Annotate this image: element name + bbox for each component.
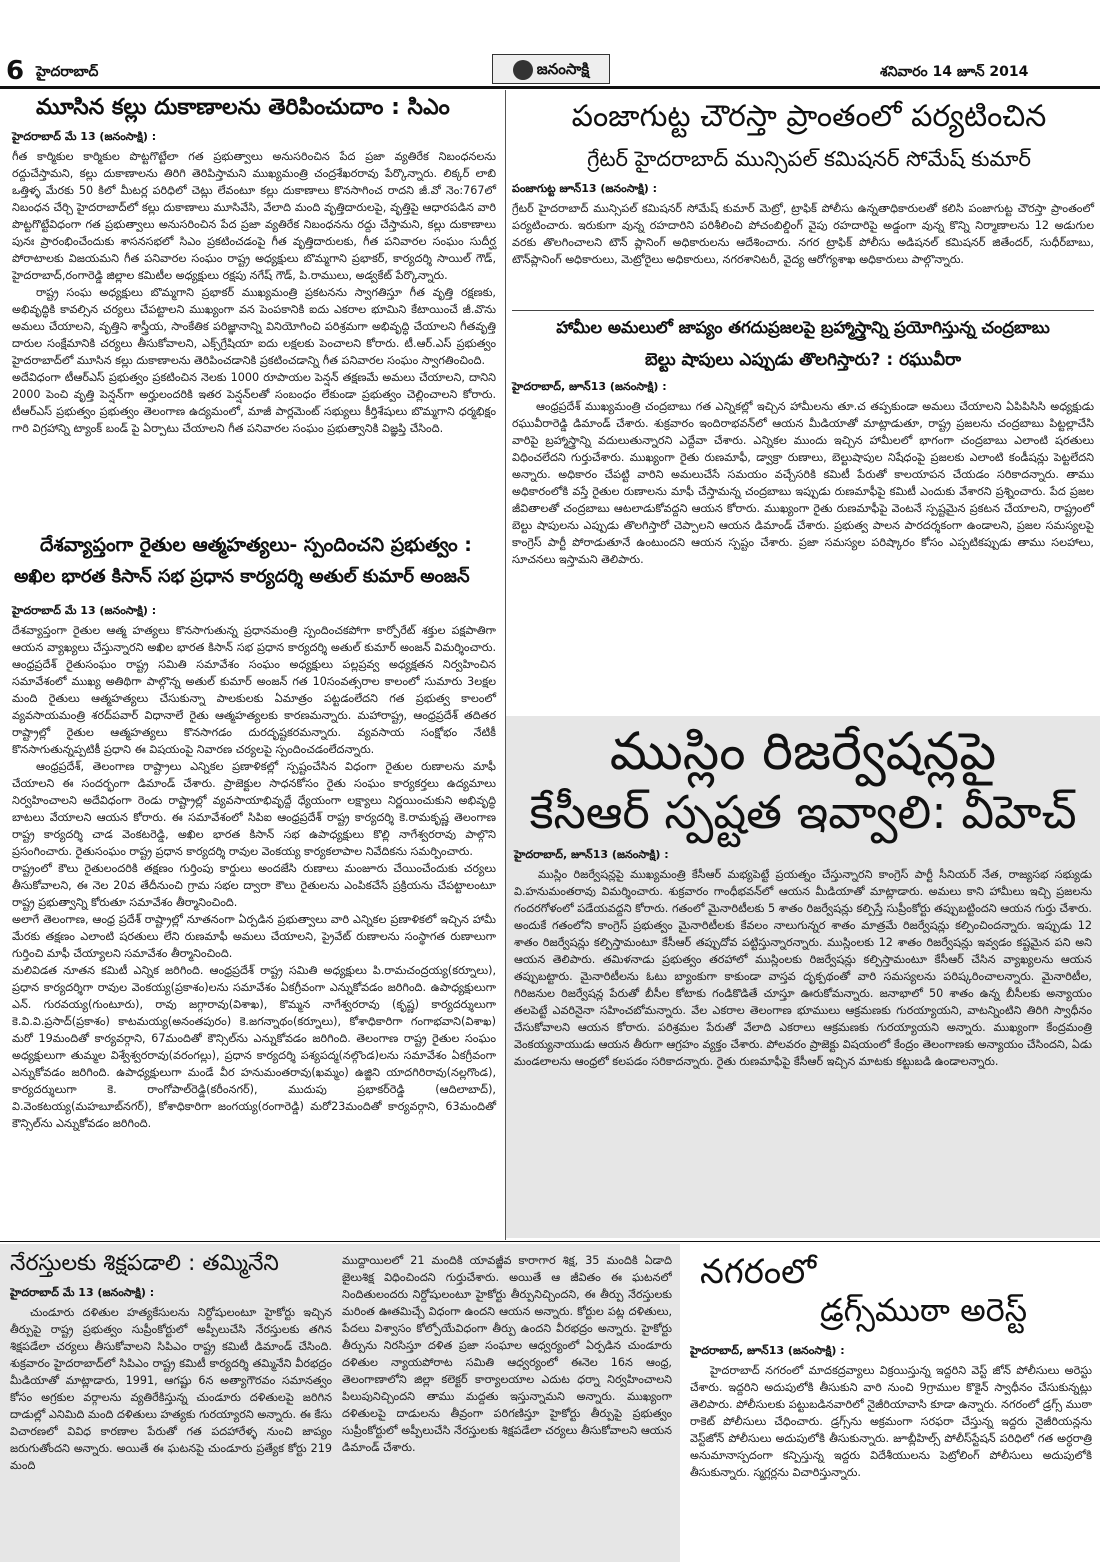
headline-punjagutta-1: పంజాగుట్ట చౌరస్తా ప్రాంతంలో పర్యటించిన [571, 99, 1047, 134]
article-separator [512, 310, 1094, 311]
page-number: 6 [6, 56, 25, 86]
headline-drugs-1: నగరంలో [700, 1252, 817, 1292]
dateline: హైదరాబాద్ మే 13 (జనంసాక్షి) : [12, 130, 157, 143]
headline-muslim-2: కేసీఆర్ స్పష్టత ఇవ్వాలి: వీహెచ్ [529, 785, 1077, 839]
article-body: ముస్లిం రిజర్వేషన్లపై ముఖ్యమంత్రి కేసీఆర్ మభ్యపెట్టే ప్రయత్నం చేస్తున్నారని కాంగ్రెస్ పార్టీ సీనియర్ నేత, రాజ్యసభ సభ్యుడు వి.హనుమంతరావు విమర్శించారు. శుక్రవారం గాంధీభవన్‌లో ఆయన మీడియాతో మాట్లాడారు. అమలు కాని హామీలు ఇచ్చి ప్రజలను గందరగోళంలో పడేయవద్దని కోరారు. గతంలో మైనారిటీలకు 5 శాతం రిజర్వేషన్లు కల్పిస్తే సుప్రీంకోర్టు తప్పుబట్టిందని ఆయన గుర్తు చేశారు. అందుకే గతంలోని కాంగ్రెస్ ప్రభుత్వం మైనారిటీలకు కేవలం నాలుగున్నర శాతం మాత్రమే రిజర్వేషన్లు కల్పించిందన్నారు. ఇప్పుడు 12 శాతం రిజర్వేషన్లు కల్పిస్తామంటూ కేసీఆర్ తప్పుదోవ పట్టిస్తున్నారన్నారు. ముస్లింలకు 12 శాతం రిజర్వేషన్లు ఇవ్వడం కష్టమైన పని అని ఆయన తెలిపారు. తమిళనాడు ప్రభుత్వం తరహాలో ముస్లింలకు రిజర్వేషన్లు కల్పిస్తామంటూ కేసీఆర్ చేసిన వ్యాఖ్యలను ఆయన తప్పుబట్టారు. మైనారిటీలను ఓటు బ్యాంకుగా కాకుండా వాస్తవ దృక్పథంతో వారి సమస్యలను పరిష్కరించాలన్నారు. మైనారిటీల, గిరిజనుల రిజర్వేషన్ల పేరుతో బీసీల కోటాకు గండికొడితే చూస్తూ ఊరుకోమన్నారు. జనాభాలో 50 శాతం ఉన్న బీసీలకు అన్యాయం తలపెట్టే ఎవరినైనా సహించబోమన్నారు. వేల ఎకరాల తెలంగాణ భూములు ఆక్రమణకు గురయ్యాయని, వాటన్నింటిని తిరిగి స్వాధీనం చేసుకోవాలని ఆయన కోరారు. పరిశ్రమల పేరుతో వేలాది ఎకరాలు ఆక్రమణకు గురయ్యాయని అన్నారు. ముఖ్యంగా కేంద్రమంత్రి వెంకయ్యనాయుడు ఆయన తీరుగా ఆగ్రహం వ్యక్తం చేశారు. పోలవరం ప్రాజెక్టు విషయంలో కేంద్రం తెలంగాణకు అన్యాయం చేసిందని, ఏడు మండలాలను ఆంధ్రలో కలపడం సరికాదన్నారు. రైతు రుణమాఫీపై కేసీఆర్ ఇచ్చిన మాటకు కట్టుబడి ఉండాలన్నారు. [514, 868, 1092, 1069]
article-body: ఆంధ్రప్రదేశ్ ముఖ్యమంత్రి చంద్రబాబు గత ఎన్నికల్లో ఇచ్చిన హామీలను తూ.చ తప్పకుండా అమలు చేయాలని ఏపిపిసిసి అధ్యక్షుడు రఘువీరారెడ్డి డిమాండ్ చేశారు. శుక్రవారం ఇందిరాభవన్‌లో ఆయన మీడియాతో మాట్లాడుతూ, రాష్ట్ర ప్రజలను చంద్రబాబు పిట్టల్లాచేసి వారిపై బ్రహ్మాస్త్రాన్ని వదులుతున్నారని ఎద్దేవా చేశారు. ఎన్నికల ముందు ఇచ్చిన హామీలలో భాగంగా చంద్రబాబు ఎలాంటి షరతులు విధించలేదని గుర్తుచేశారు. ముఖ్యంగా రైతు రుణమాఫీ, డ్వాక్రా రుణాలు, బెల్టుషాపుల నిషేధంపై ప్రజలకు ఎలాంటి కండీషన్లు పెట్టలేదని అన్నారు. అధికారం చేపట్టి వారిని అమలుచేసే సమయం వచ్చేసరికి కమిటీ పేరుతో కాలయాపన చేయడం సరికాదన్నారు. తాము అధికారంలోకి వస్తే రైతుల రుణాలను మాఫీ చేస్తామన్న చంద్రబాబు ఇప్పుడు రుణమాఫీపై కమిటీ ఎందుకు వేశారని ప్రశ్నించారు. పేద ప్రజల జీవితాలతో చంద్రబాబు ఆటలాడుకోవద్దని ఆయన కోరారు. ముఖ్యంగా రైతు రుణమాఫీపై వెంటనే స్పష్టమైన ప్రకటన చేయాలని, రాష్ట్రంలో బెల్టు షాపులను ఎప్పుడు తొలగిస్తారో చెప్పాలని ఆయన డిమాండ్ చేశారు. ప్రభుత్వ పాలన పారదర్శకంగా ఉండాలని, ప్రజల సమస్యలపై కాంగ్రెస్ పార్టీ పోరాడుతూనే ఉంటుందని ఆయన స్పష్టం చేశారు. ప్రజా సమస్యల పరిష్కారం కోసం ఎప్పటికప్పుడు తాము సలహాలు, సూచనలు ఇస్తామని తెలిపారు. [512, 400, 1094, 567]
dateline: హైదరాబాద్, జూన్13 (జనంసాక్షి) : [690, 1344, 845, 1357]
section-rule [0, 1241, 1100, 1242]
article-drugs [690, 1344, 1092, 1556]
newspaper-logo [492, 54, 610, 84]
article-chandrababu [512, 380, 1094, 568]
logo-emblem-icon [513, 60, 533, 80]
dateline: పంజాగుట్ట జూన్13 (జనంసాక్షి) : [512, 182, 658, 195]
article-body: రాష్ట్ర సంఘ అధ్యక్షులు బొమ్మగాని ప్రభాకర్ ముఖ్యమంత్రి ప్రకటనను స్వాగతిస్తూ గీత వృత్తి రక్షణకు, అభివృద్ధికి కావల్సిన చర్యలు చేపట్టాలని ముఖ్యంగా వన పెంపకానికి ఐదు ఎకరాల భూమిని కేటాయించే జీ.వొను అమలు చేయాలని, వృత్తిని శాస్త్రీయ, సాంకేతిక పరిజ్ఞానాన్ని వినియోగించి పరిశ్రమగా అభివృద్ధి చేయాలని గీతవృత్తి దారుల సంక్షేమానికి చర్యలు తీసుకోవాలని, ఎక్స్‌గ్రేషియా ఐదు లక్షలకు పెంచాలని కోరారు. టీ.ఆర్.ఎస్ ప్రభుత్వం హైదరాబాద్‌లో మూసిన కల్లు దుకాణాలను తెరిపించడానికి ప్రకటించడాన్ని గీత పనివారల సంఘం స్వాగతించింది. [12, 286, 496, 368]
masthead-city: హైదరాబాద్ [36, 64, 99, 80]
headline-punjagutta-2: గ్రేటర్ హైదరాబాద్ మున్సిపల్ కమిషనర్ సోమేష్ కుమార్ [587, 147, 1031, 171]
article-body: చుండూరు దళితుల హత్యకేసులను నిర్దోషులంటూ హైకోర్టు ఇచ్చిన తీర్పుపై రాష్ట్ర ప్రభుత్వం సుప్రీంకోర్టులో అప్పీలుచేసి నేరస్తులకు తగిన శిక్షపడేలా చర్యలు తీసుకోవాలని సిపిఎం రాష్ట్ర కమిటీ డిమాండ్ చేసింది. శుక్రవారం హైదరాబాద్‌లో సిపిఎం రాష్ట్ర కమిటీ కార్యదర్శి తమ్మినేని వీరభద్రం మీడియాతో మాట్లాడారు, 1991, ఆగష్టు 6న అత్యాగౌరవం సమానత్వం కోసం అగ్రకుల వర్గాలను వ్యతిరేకిస్తున్న చుండూరు దళితులపై జరిగిన దాడుల్లో ఎనిమిది మంది దళితులు హత్యకు గురయ్యారని అన్నారు. ఈ కేసు విచారణలో వివిధ కారణాల పేరుతో గత పదహారేళ్ళ నుంచి జాప్యం జరుగుతోందని అన్నారు. అయితే ఈ ఘటనపై చుండూరు ప్రత్యేక కోర్టు 219 మంది [10, 1306, 332, 1473]
headline-farmer-suicides: దేశవ్యాప్తంగా రైతుల ఆత్మహత్యలు- స్పందించని ప్రభుత్వం : [40, 534, 472, 556]
article-toddy-shops [12, 130, 496, 437]
headline-tammineni: నేరస్తులకు శిక్షపడాలి : తమ్మినేని [10, 1251, 279, 1276]
headline-toddy-shops: మూసిన కల్లు దుకాణాలను తెరిపించుదాం : సిఎం [36, 95, 450, 120]
article-body: రాష్ట్రంలో కౌలు రైతులందరికి తక్షణం గుర్తింపు కార్డులు అందజేసి రుణాలు మంజూరు చేయించేందుకు చర్యలు తీసుకోవాలని, ఈ నెల 20వ తేదీనుంచి గ్రామ సభల ద్వారా కౌలు రైతులను ఎంపికచేసే ప్రక్రియను చేపట్టాలంటూ రాష్ట్ర ప్రభుత్వాన్ని కోరుతూ సమావేశం తీర్మానించింది. [12, 862, 496, 910]
subheadline-farmer-suicides: అఖిల భారత కిసాన్ సభ ప్రధాన కార్యదర్శి అతుల్ కుమార్ అంజన్ [14, 566, 470, 587]
headline-muslim-1: ముస్లిం రిజర్వేషన్లపై [609, 722, 997, 782]
article-body: అలాగే తెలంగాణ, ఆంధ్ర ప్రదేశ్ రాష్ట్రాల్లో నూతనంగా ఏర్పడిన ప్రభుత్వాలు వారి ఎన్నికల ప్రణాళికలో ఇచ్చిన హామీ మేరకు తక్షణం ఎలాంటి షరతులు లేని రుణమాఫీ అమలు చేయాలని, ప్రైవేట్ రుణాలను సంస్థాగత రుణాలుగా గుర్తించి మాఫీ చేయ్యాలని సమావేశం తీర్మానించింది. [12, 913, 496, 961]
logo-text: జనంసాక్షి [536, 60, 590, 78]
article-body: అదేవిధంగా టీఆర్ఎస్ ప్రభుత్వం ప్రకటించిన నెలకు 1000 రూపాయల పెన్షన్ తక్షణమే అమలు చేయాలని, దానిని 2000 పెంచి వృత్తి పెన్షన్‌గా అర్హులందరికి ఇతర పెన్షన్‌లతో సంబంధం లేకుండా ప్రభుత్వం చెల్లించాలని కోరారు. టీఆర్ఎస్ ప్రభుత్వం ప్రభుత్వం తెలంగాణ ఉద్యమంలో, మాజీ పార్లమెంట్ సభ్యులు కీర్తిశేషులు బొమ్మగాని ధర్మభిక్షం గారి విగ్రహాన్ని ట్యాంక్ బండ్ పై ఏర్పాటు చేయాలని గీత పనివారల సంఘం ప్రభుత్వానికి విజ్ఞప్తి చేసింది. [12, 371, 496, 436]
article-farmer-suicides [12, 604, 496, 1132]
dateline: హైదరాబాద్, జూన్13 (జనంసాక్షి) : [514, 848, 669, 861]
dateline: హైదరాబాద్ మే 13 (జనంసాక్షి) : [12, 604, 157, 617]
headline-chandrababu-1: హామీల అమలులో జాప్యం తగదుప్రజలపై బ్రహ్మాస్త్రాన్ని ప్రయోగిస్తున్న చంద్రబాబు [556, 318, 1050, 337]
masthead-date: శనివారం 14 జూన్ 2014 [880, 64, 1029, 80]
article-punjagutta [512, 182, 1094, 268]
article-body: గ్రేటర్ హైదరాబాద్ మున్సిపల్ కమిషనర్ సోమేష్ కుమార్ మెట్రో, ట్రాఫిక్ పోలీసు ఉన్నతాధికారులతో కలిసి పంజాగుట్ట చౌరస్తా ప్రాంతంలో పర్యటించారు. ఇరుకుగా వున్న రహదారిని పరిశీలించి పోచంబిల్డింగ్ వైపు రహదారిపై అడ్డంగా వున్న కొన్ని నిర్మాణాలను 12 అడుగుల వరకు తొలగించాలని టౌన్ ప్లానింగ్ అధికారులను ఆదేశించారు. నగర ట్రాఫిక్ పోలీసు అడిషనల్ కమిషనర్ జితేందర్, సుధీర్‌బాబు, టౌన్‌ప్లానింగ్ అధికారులు, మెట్రోరైలు అధికారులు, నగరశానిటరీ, వైద్య ఆరోగ్యశాఖ అధికారులు పాల్గొన్నారు. [512, 202, 1094, 267]
article-tammineni-col1 [10, 1286, 332, 1556]
article-tammineni-col2 [342, 1252, 672, 1556]
article-body: మలివిడత నూతన కమిటీ ఎన్నిక జరిగింది. ఆంధ్రప్రదేశ్ రాష్ట్ర సమితి అధ్యక్షులు పి.రామచంద్రయ్య(కర్నూలు), ప్రధాన కార్యదర్శిగా రావుల వెంకయ్య(ప్రకాశం)లను సమావేశం ఏకగ్రీవంగా ఎన్నుకోవడం జరిగింది. ఉపాధ్యక్షులుగా ఎన్. గురవయ్య(గుంటూరు), రావు జగ్గారావు(విశాఖ), కొమ్మన నాగేశ్వరరావు (కృష్ణ) కార్యదర్శులుగా కె.వి.వి.ప్రసాద్(ప్రకాశం) కాటమయ్య(అనంతపురం) కె.జగన్నాథం(కర్నూలు), కోశాధికారిగా గంగాభవాని(విశాఖ) మరో 19మందితో కార్యవర్గాని, 67మందితో కౌన్సిల్‌ను ఎన్నుకోవడం జరిగింది. తెలంగాణ రాష్ట్ర రైతుల సంఘం అధ్యక్షులుగా తుమ్మల విశ్వేశ్వరరావు(వరంగల్లు), ప్రధాన కార్యదర్శి పశ్యపద్మ(నల్గొండ)లను సమావేశం ఏకగ్రీవంగా ఎన్నుకోవడం జరిగింది. ఉపాధ్యక్షులుగా మండే వీర హనుమంతరావు(ఖమ్మం) ఉజ్జిని యాదగిరిరావు(నల్లగొండ), కార్యదర్శులుగా కె. రాంగోపాల్‌రెడ్డి(కరీంనగర్), ముదుపు ప్రభాకర్‌రెడ్డి (ఆదిలాబాద్), వి.వెంకటయ్య(మహబూబ్‌నగర్), కోశాధికారిగా జంగయ్య(రంగారెడ్డి) మరో23మందితో కార్యవర్గాని, 63మందితో కౌన్సిల్‌ను ఎన్నుకోవడం జరిగింది. [12, 964, 496, 1131]
headline-chandrababu-2: బెల్టు షాపులు ఎప్పుడు తొలగిస్తారు? : రఘువీరా [644, 350, 962, 370]
masthead-rule [0, 86, 1100, 89]
article-body: ఆంధ్రప్రదేశ్, తెలంగాణ రాష్ట్రాలు ఎన్నికల ప్రణాళికల్లో స్పష్టంచేసిన విధంగా రైతుల రుణాలను మాఫీ చేయాలని ఈ సందర్భంగా డిమాండ్ చేశారు. ప్రాజెక్టుల సాధనకోసం రైతు సంఘం కార్యకర్తలు ఉద్యమాలు నిర్వహించాలని అదేవిధంగా రెండు రాష్ట్రాల్లో వ్యవసాయాభివృద్దే ధ్యేయంగా లక్ష్యాలు నిర్ణయించుకుని అభివృద్ధి బాటలు వేయాలని ఆయన కోరారు. ఈ సమావేశంలో సిపిఐ ఆంధ్రప్రదేశ్ రాష్ట్ర కార్యదర్శి కె.రామకృష్ణ తెలంగాణ రాష్ట్ర కార్యదర్శి చాడ వెంకటరెడ్డి, అఖిల భారత కిసాన్ సభ ఉపాధ్యక్షులు కొల్లి నాగేశ్వరరావు పాల్గొని ప్రసంగించారు. రైతుసంఘం రాష్ట్ర ప్రధాన కార్యదర్శి రావుల వెంకయ్య కార్యకలాపాల నివేదికను సమర్పించారు. [12, 760, 496, 859]
article-body: దేశవ్యాప్తంగా రైతుల ఆత్మ హత్యలు కొనసాగుతున్న ప్రధానమంత్రి స్పందించకపోగా కార్పోరేట్ శక్తుల పక్షపాతిగా ఆయన వ్యాఖ్యలు చేస్తున్నారని అఖిల భారత కిసాన్ సభ ప్రధాన కార్యదర్శి అతుల్ కుమార్ అంజన్ విమర్శించారు. ఆంధ్రప్రదేశ్ రైతుసంఘం రాష్ట్ర సమితి సమావేశం సంఘం అధ్యక్షులు పల్లప్రవ్వ అధ్యక్షతన నిర్వహించిన సమావేశంలో ముఖ్య అతిథిగా పాల్గొన్న అతుల్ కుమార్ అంజన్ గత 10సంవత్సరాల కాలంలో సుమారు 3లక్షల మంది రైతులు ఆత్మహత్యలు చేసుకున్నా పాలకులకు ఏమాత్రం పట్టడంలేదని గత ప్రభుత్వ కాలంలో వ్యవసాయమంత్రి శరద్‌పవార్ విధానాలే రైతు ఆత్మహత్యలకు కారణమన్నారు. మహారాష్ట్ర, ఆంధ్రప్రదేశ్ తదితర రాష్ట్రాల్లో రైతుల ఆత్మహత్యలు కొనసాగడం దురదృష్టకరమన్నారు. వ్యవసాయ సంక్షోభం నేటికీ కొనసాగుతున్నప్పటికీ ప్రధాని ఈ విషయంపై నివారణ చర్యలపై స్పందించడంలేదన్నారు. [12, 624, 496, 757]
article-body: గీత కార్మికుల కార్మికుల పొట్టగొట్టేలా గత ప్రభుత్వాలు అనుసరించిన పేద ప్రజా వ్యతిరేక నిబంధనలను రద్దుచేస్తామని, కల్లు దుకాణాలను తిరిగి తెరిపిస్తామని ముఖ్యమంత్రి చంద్రశేఖరరావు పేర్కొన్నారు. లిక్కర్ లాబి ఒత్తిళ్ళ మేరకు 50 కిలో మీటర్ల పరిధిలో చెట్లు లేవంటూ కల్లు దుకాణాలు కొనసాగించ రాదని జీ.వో నెం:767లో నిబంధన చేర్చి హైదరాబాద్‌లో కల్లు దుకాణాలు మూసివేసి, వేలాది మంది వృత్తిదారులపై, వృత్తిపై ఆధారపడిన వారి పొట్టగొట్టేవిధంగా గత ప్రభుత్వాలు అనుసరించిన పేద ప్రజా వ్యతిరేక నిబంధనను రద్దు చేస్తామని, కల్లు దుకాణాలు పునః ప్రారంభించేందుకు శాసనసభలో సిఎం ప్రకటించడంపై గీత వృత్తిదారులకు, గీత పనివారల సంఘం సుదీర్ఘ పోరాటాలకు విజయమని గీత పనివారల సంఘం రాష్ట్ర అధ్యక్షులు బొమ్మగాని ప్రభాకర్, కార్యదర్శి సాయిల్ గౌడ్, హైదరాబాద్,రంగారెడ్డి జిల్లాల కమిటీల అధ్యక్షులు రక్షపు నగేష్ గౌడ్, పి.రాములు, అడ్వకేట్ పేర్కొన్నారు. [12, 150, 496, 283]
dateline: హైదరాబాద్ మే 13 (జనంసాక్షి) : [10, 1286, 155, 1299]
article-body: హైదరాబాద్ నగరంలో మాదకద్రవ్యాలు విక్రయిస్తున్న ఇద్దరిని వెస్ట్ జోన్ పోలీసులు అరెస్టు చేశారు. ఇద్దరిని అదుపులోకి తీసుకుని వారి నుంచి 9గ్రాముల కొకైన్ స్వాధీనం చేసుకున్నట్లు తెలిపారు. పోలీసులకు పట్టుబడినవారిలో నైజీరియావాసి కూడా ఉన్నారు. నగరంలో డ్రగ్స్ ముఠా రాకెట్ పోలీసులు చేధించారు. డ్రగ్స్‌ను అక్రమంగా సరఫరా చేస్తున్న ఇద్దరు నైజీరియన్లను వెస్ట్‌జోన్ పోలీసులు అదుపులోకి తీసుకున్నారు. జూబ్లీహిల్స్ పోలీస్‌స్టేషన్ పరిధిలో గత అర్ధరాత్రి అనుమానాస్పదంగా కన్పిస్తున్న ఇద్దరు విదేశీయులను పెట్రోలింగ్ పోలీసులు అదుపులోకి తీసుకున్నారు. స్మగ్లర్లను విచారిస్తున్నారు. [690, 1364, 1092, 1480]
dateline: హైదరాబాద్, జూన్13 (జనంసాక్షి) : [512, 380, 667, 393]
article-body: ముద్దాయిలలో 21 మందికి యావజ్జీవ కారాగార శిక్ష, 35 మందికి ఏడాది జైలుశిక్ష విధించిందని గుర్తుచేశారు. అయితే ఆ జీవితం ఈ ఘటనలో నిందితులందరు నిర్దోషులంటూ హైకోర్టు తీర్పునిచ్చిందని, ఈ తీర్పు నేరస్తులకు మరింత ఊతమిచ్చే విధంగా ఉందని ఆయన అన్నారు. కోర్టుల పట్ల దళితులు, పేదలు విశ్వాసం కోల్పోయేవిధంగా తీర్పు ఉందని వీరభద్రం అన్నారు. హైకోర్టు తీర్పును నిరసిస్తూ దళిత ప్రజా సంఘాల ఆధ్వర్యంలో ఏర్పడిన చుండూరు దళితుల న్యాయపోరాట సమితి ఆధ్వర్యంలో ఈనెల 16న ఆంధ్ర, తెలంగాణాలోని జిల్లా కలెక్టర్ కార్యాలయాల ఎదుట ధర్నా నిర్వహించాలని పిలుపునిచ్చిందని తాము మద్దతు ఇస్తున్నామని అన్నారు. ముఖ్యంగా దళితులపై దాడులను తీవ్రంగా పరిగణిస్తూ హైకోర్టు తీర్పుపై ప్రభుత్వం సుప్రీంకోర్టులో అప్పీలుచేసి నేరస్తులకు శిక్షపడేలా చర్యలు తీసుకోవాలని ఆయన డిమాండ్ చేశారు. [342, 1254, 672, 1455]
headline-drugs-2: డ్రగ్స్‌ముఠా అరెస్ట్ [820, 1291, 1028, 1329]
article-muslim-reservations [514, 848, 1092, 1070]
